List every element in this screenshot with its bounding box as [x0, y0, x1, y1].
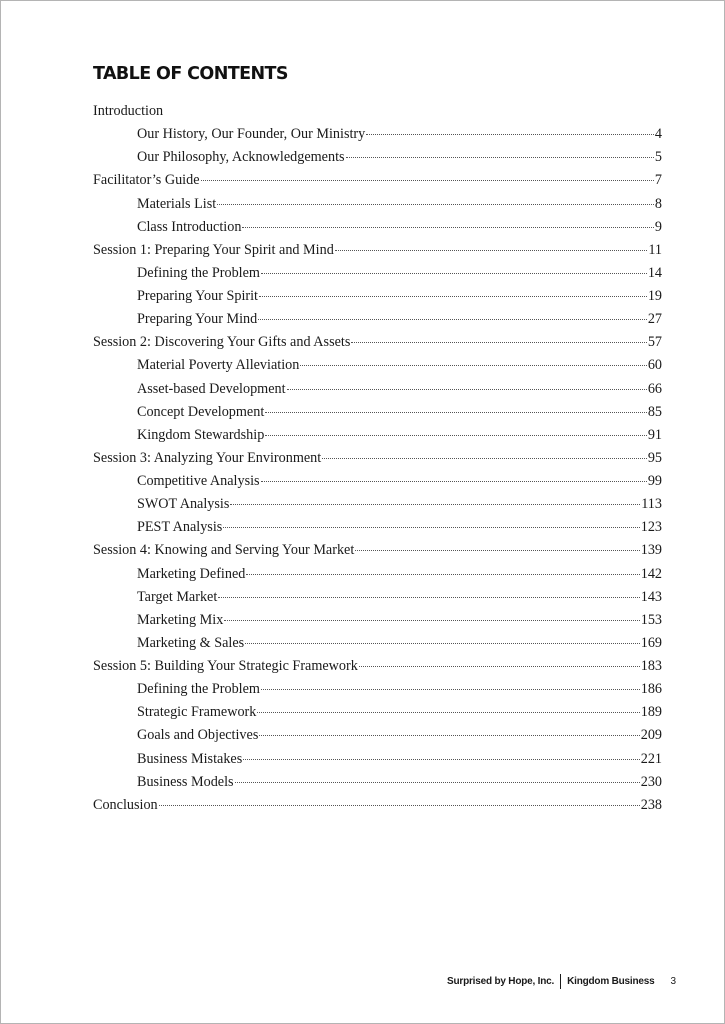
toc-entry-label: Session 2: Discovering Your Gifts and Assets	[93, 334, 351, 351]
toc-entry-label: Kingdom Stewardship	[137, 426, 265, 443]
toc-entry-page-number: 99	[647, 473, 662, 489]
toc-entry-label: Conclusion	[93, 796, 158, 813]
toc-subentry[interactable]	[93, 748, 662, 771]
toc-entry-label: PEST Analysis	[137, 519, 223, 536]
toc-entry-page-number: 5	[654, 149, 662, 166]
toc-subentry[interactable]	[93, 493, 662, 516]
dot-leader	[201, 180, 654, 181]
toc-entry-page-number: 123	[640, 519, 662, 536]
dot-leader	[300, 365, 646, 366]
toc-entry-label: Business Models	[137, 773, 234, 790]
toc-entry-label: Strategic Framework	[137, 704, 257, 721]
toc-entry-page-number: 4	[654, 126, 662, 143]
toc-entry[interactable]	[93, 539, 662, 562]
toc-subentry[interactable]	[93, 354, 662, 377]
toc-subentry[interactable]	[93, 701, 662, 724]
toc-entry-label: Session 4: Knowing and Serving Your Market	[93, 542, 355, 559]
toc-subentry[interactable]	[93, 262, 662, 285]
toc-entry-label: Target Market	[137, 588, 218, 605]
toc-entry-label: Session 5: Building Your Strategic Framework	[93, 658, 358, 674]
toc-entry-page-number: 139	[640, 542, 662, 559]
toc-entry-label: Class Introduction	[137, 218, 242, 235]
dot-leader	[265, 412, 647, 413]
table-of-contents	[93, 100, 662, 817]
dot-leader	[259, 735, 639, 736]
toc-entry-page-number: 230	[640, 773, 662, 790]
dot-leader	[217, 204, 654, 205]
toc-entry-page-number: 27	[647, 311, 662, 328]
toc-entry[interactable]	[93, 239, 662, 262]
toc-entry-page-number: 14	[647, 264, 662, 281]
toc-entry-label: Preparing Your Spirit	[137, 288, 258, 304]
footer-book-title: Kingdom Business	[567, 976, 655, 987]
toc-entry-label: Material Poverty Alleviation	[137, 357, 300, 374]
toc-entry-label: Session 3: Analyzing Your Environment	[93, 449, 322, 466]
toc-subentry[interactable]	[93, 586, 662, 609]
dot-leader	[257, 712, 639, 713]
toc-entry[interactable]	[93, 447, 662, 470]
dot-leader	[366, 134, 654, 135]
toc-entry-label: Marketing & Sales	[137, 634, 245, 651]
toc-subentry[interactable]	[93, 216, 662, 239]
toc-entry-label: Introduction	[93, 103, 164, 119]
toc-subentry[interactable]	[93, 401, 662, 424]
page-title: TABLE OF CONTENTS	[93, 64, 288, 84]
toc-entry-page-number: 183	[640, 658, 662, 674]
footer-publisher: Surprised by Hope, Inc.	[447, 976, 555, 987]
toc-entry-label: Goals and Objectives	[137, 727, 259, 744]
toc-subentry[interactable]	[93, 632, 662, 655]
dot-leader	[351, 342, 646, 343]
footer-page-number: 3	[670, 976, 676, 987]
toc-entry-page-number: 189	[640, 704, 662, 721]
toc-subentry[interactable]	[93, 285, 662, 308]
dot-leader	[287, 389, 647, 390]
toc-entry-label: Preparing Your Mind	[137, 311, 258, 328]
dot-leader	[359, 666, 640, 667]
toc-subentry[interactable]	[93, 771, 662, 794]
toc-entry-label: Session 1: Preparing Your Spirit and Mind	[93, 241, 334, 258]
toc-entry-page-number: 85	[647, 403, 662, 420]
dot-leader	[259, 296, 647, 297]
toc-entry-label: SWOT Analysis	[137, 496, 230, 513]
dot-leader	[218, 597, 639, 598]
toc-entry-page-number: 209	[640, 727, 662, 744]
toc-subentry[interactable]	[93, 378, 662, 401]
dot-leader	[346, 157, 654, 158]
dot-leader	[230, 504, 640, 505]
toc-subentry[interactable]	[93, 308, 662, 331]
dot-leader	[335, 250, 648, 251]
toc-entry-page-number: 8	[654, 195, 662, 212]
toc-entry-page-number: 57	[647, 334, 662, 351]
toc-entry-page-number: 113	[641, 496, 662, 513]
toc-entry[interactable]	[93, 655, 662, 678]
toc-subentry[interactable]	[93, 146, 662, 169]
dot-leader	[245, 643, 640, 644]
toc-entry-page-number: 95	[647, 449, 662, 466]
dot-leader	[246, 574, 639, 575]
toc-subentry[interactable]	[93, 563, 662, 586]
toc-entry[interactable]	[93, 169, 662, 192]
toc-entry-page-number: 238	[640, 796, 662, 813]
toc-entry-page-number: 142	[640, 565, 662, 582]
dot-leader	[258, 319, 647, 320]
toc-entry-label: Concept Development	[137, 403, 265, 420]
toc-subentry[interactable]	[93, 123, 662, 146]
toc-entry-label: Competitive Analysis	[137, 473, 260, 489]
toc-entry-page-number: 11	[648, 241, 662, 258]
toc-entry-page-number: 60	[647, 357, 662, 374]
toc-subentry[interactable]	[93, 724, 662, 747]
toc-entry-page-number: 91	[647, 426, 662, 443]
toc-subentry[interactable]	[93, 516, 662, 539]
footer-divider	[560, 974, 561, 989]
dot-leader	[261, 481, 647, 482]
dot-leader	[223, 527, 639, 528]
toc-subentry[interactable]	[93, 193, 662, 216]
toc-entry-label: Our Philosophy, Acknowledgements	[137, 149, 345, 166]
toc-entry-page-number: 19	[647, 288, 662, 304]
toc-entry-page-number: 66	[647, 380, 662, 397]
toc-entry-label: Marketing Mix	[137, 611, 224, 628]
toc-entry-label: Our History, Our Founder, Our Ministry	[137, 126, 366, 143]
toc-subentry[interactable]	[93, 470, 662, 493]
toc-entry-page-number: 221	[640, 750, 662, 767]
toc-entry-label: Marketing Defined	[137, 565, 246, 582]
toc-entry-page-number: 169	[640, 634, 662, 651]
dot-leader	[235, 782, 640, 783]
toc-subentry[interactable]	[93, 678, 662, 701]
dot-leader	[224, 620, 639, 621]
dot-leader	[159, 805, 640, 806]
toc-entry-label: Asset-based Development	[137, 380, 286, 397]
toc-entry[interactable]	[93, 100, 662, 123]
toc-entry-label: Business Mistakes	[137, 750, 243, 767]
dot-leader	[355, 550, 639, 551]
toc-entry-label: Defining the Problem	[137, 264, 260, 281]
toc-entry[interactable]	[93, 331, 662, 354]
dot-leader	[261, 689, 640, 690]
dot-leader	[243, 759, 639, 760]
dot-leader	[265, 435, 647, 436]
dot-leader	[322, 458, 647, 459]
toc-subentry[interactable]	[93, 609, 662, 632]
toc-entry-label: Facilitator’s Guide	[93, 172, 200, 189]
toc-entry-page-number: 153	[640, 611, 662, 628]
toc-entry-page-number: 186	[640, 681, 662, 698]
toc-entry-page-number: 7	[654, 172, 662, 189]
page-footer	[447, 974, 676, 989]
dot-leader	[261, 273, 647, 274]
toc-entry-label: Defining the Problem	[137, 681, 260, 698]
toc-entry[interactable]	[93, 794, 662, 817]
toc-entry-label: Materials List	[137, 195, 217, 212]
toc-entry-page-number: 9	[654, 218, 662, 235]
toc-subentry[interactable]	[93, 424, 662, 447]
dot-leader	[242, 227, 653, 228]
toc-entry-page-number: 143	[640, 588, 662, 605]
